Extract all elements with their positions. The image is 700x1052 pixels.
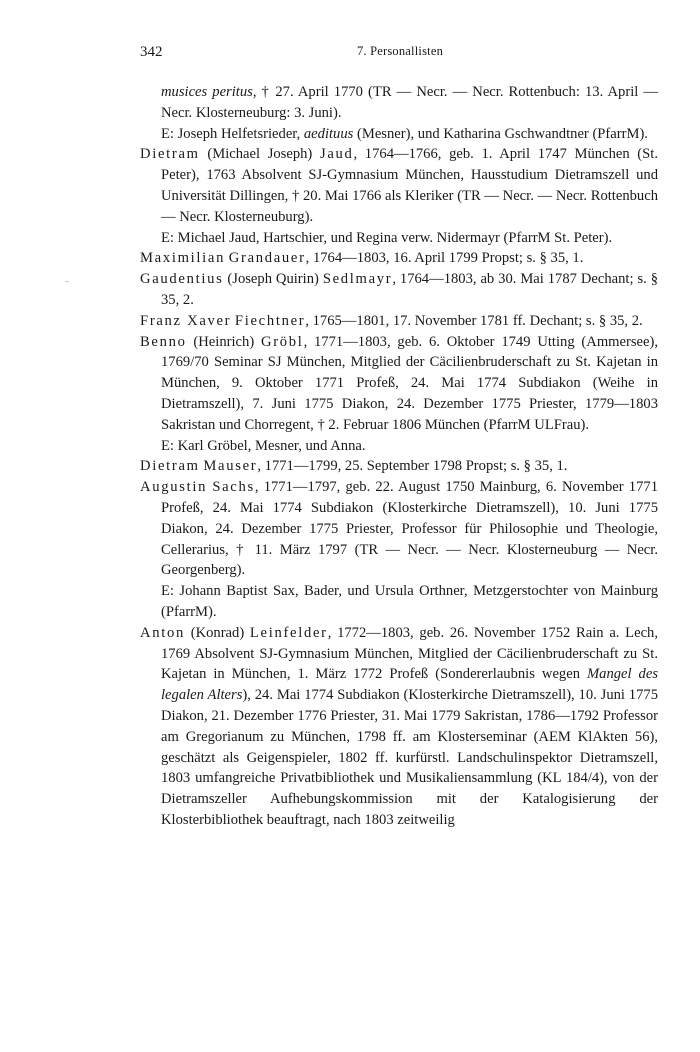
page-number: 342: [140, 44, 163, 60]
entry-text: , 1764—1803, ab 30. Mai 1787 Dechant; s. § 35, 2.: [161, 271, 659, 308]
entry-text: , 1764—1803, 16. April 1799 Propst; s. § 35, 1.: [305, 250, 584, 267]
entry-anton-leinfelder: Anton (Konrad) Leinfelder, 1772—1803, geb. 26. November 1752 Rain a. Lech, 1769 Absolvent SJ-Gymnasium München, Mitglied der Cäcilienbruderschaft zu St. Kajetan in München, 1. März 1772 Profeß (Sondererlaubnis wegen Mangel des legalen Alters), 24. Mai 1774 Subdiakon (Klosterkirche Dietramszell), 10. Juni 1775 Diakon, 21. Dezember 1776 Priester, 31. Mai 1779 Sakristan, 1786—1792 Professor am Gregorianum zu München, 1798 ff. am Klosterseminar (AEM KlAkten 56), geschätzt als Geigenspieler, 1802 ff. kurfürstl. Landschulinspektor Dietramszell, 1803 umfangreiche Privatbibliothek und Musikaliensammlung (KL 184/4), von der Dietramszeller Aufhebungskommission mit der Katalogisierung der Klosterbibliothek beauftragt, nach 1803 zeitweilig: [140, 624, 659, 828]
entry-name: Maximilian: [140, 250, 226, 267]
entry-text: , † 27. April 1770 (TR — Necr. — Necr. Rottenbuch: 13. April — Necr. Klosterneuburg: 3. Juni).: [161, 84, 658, 121]
entry-surname: Gröbl: [261, 333, 304, 350]
entry-name: Benno: [140, 333, 187, 350]
entry-surname: Sachs: [212, 479, 255, 496]
entry-dietram-mauser: [140, 456, 658, 477]
entry-surname: Jaud: [319, 146, 354, 163]
entry-text: , 1771—1799, 25. September 1798 Propst; s. § 35, 1.: [257, 458, 568, 475]
entry-parents: E: Johann Baptist Sax, Bader, und Ursula Orthner, Metzgerstochter von Mainburg (PfarrM).: [161, 583, 658, 620]
entry-surname: Grandauer: [228, 250, 306, 267]
continued-entry-parents: E: Joseph Helfetsrieder, aedituus (Mesner), und Katharina Gschwandtner (PfarrM).: [161, 125, 648, 142]
entry-surname: Fiechtner: [234, 312, 306, 329]
running-title: 7. Personallisten: [356, 44, 444, 58]
entry-text: , 1765—1801, 17. November 1781 ff. Dechant; s. § 35, 2.: [305, 312, 643, 329]
entry-benno-groebl: Benno (Heinrich) Gröbl, 1771—1803, geb. 6. Oktober 1749 Utting (Ammersee), 1769/70 Seminar SJ München, Mitglied der Cäcilienbruderschaft zu St. Kajetan in München, 9. Oktober 1771 Profeß, 24. Mai 1774 Subdiakon (Weihe in Dietramszell), 7. Juni 1775 Diakon, 24. Dezember 1775 Priester, 1779—1803 Sakristan und Chorregent, † 2. Februar 1806 München (PfarrM ULFrau).: [140, 333, 659, 433]
margin-mark: [65, 281, 69, 282]
emphasis: musices peritus: [161, 84, 253, 100]
document-body: [140, 82, 658, 831]
entry-name: Anton: [140, 624, 185, 641]
entry-gaudentius-sedlmayr: Gaudentius (Joseph Quirin) Sedlmayr, 1764—1803, ab 30. Mai 1787 Dechant; s. § 35, 2.: [140, 271, 659, 308]
entry-franz-xaver-fiechtner: [140, 311, 658, 332]
entry-surname: Leinfelder: [249, 624, 328, 641]
entry-surname: Mauser: [203, 458, 258, 475]
emphasis: aedituus: [303, 125, 354, 142]
entry-name: Gaudentius: [140, 271, 224, 288]
emphasis: Mangel des legalen Alters: [161, 666, 659, 704]
entry-augustin-sachs: [140, 477, 658, 581]
entry-name: Augustin: [140, 479, 208, 496]
entry-surname: Sedlmayr: [322, 271, 393, 288]
entry-name: Dietram: [140, 458, 200, 475]
entry-name: Dietram: [140, 146, 200, 163]
entry-text: , 1772—1803, geb. 26. November 1752 Rain a. Lech, 1769 Absolvent SJ-Gymnasium München, Mitglied der Cäcilienbruderschaft zu St. Kajetan in München, 1. März 1772 Profeß (Sondererlaubnis wegen: [161, 624, 658, 683]
entry-text: , 1771—1803, geb. 6. Oktober 1749 Utting (Ammersee), 1769/70 Seminar SJ München, Mitglied der Cäcilienbruderschaft zu St. Kajetan in München, 9. Oktober 1771 Profeß, 24. Mai 1774 Subdiakon (Weihe in Dietramszell), 7. Juni 1775 Diakon, 24. Dezember 1775 Priester, 1779—1803 Sakristan und Chorregent, † 2. Februar 1806 München (PfarrM ULFrau).: [161, 333, 659, 433]
page-header: [140, 44, 660, 64]
entry-name: Franz Xaver: [140, 312, 232, 329]
entry-dietram-jaud: Dietram (Michael Joseph) Jaud, 1764—1766, geb. 1. April 1747 München (St. Peter), 1763 Absolvent SJ-Gymnasium München, Hausstudium Dietramszell und Universität Dillingen, † 20. Mai 1766 als Kleriker (TR — Necr. — Necr. Rottenbuch — Necr. Klosterneuburg).: [140, 146, 658, 225]
entry-text: , 1771—1797, geb. 22. August 1750 Mainburg, 6. November 1771 Profeß, 24. Mai 1774 Subdiakon (Klosterkirche Dietramszell), 10. Juni 1775 Diakon, 24. Dezember 1775 Priester, Professor für Philosophie und Theologie, Cellerarius, † 11. März 1797 (TR — Necr. — Necr. Klosterneuburg — Necr. Georgenberg).: [161, 479, 658, 579]
entry-text: , 1764—1766, geb. 1. April 1747 München (St. Peter), 1763 Absolvent SJ-Gymnasium München, Hausstudium Dietramszell und Universität Dillingen, † 20. Mai 1766 als Kleriker (TR — Necr. — Necr. Rottenbuch — Necr. Klosterneuburg).: [161, 146, 658, 225]
continued-entry-text: [140, 82, 658, 124]
entry-parents: E: Michael Jaud, Hartschier, und Regina verw. Nidermayr (PfarrM St. Peter).: [161, 229, 613, 246]
entry-parents: E: Karl Gröbel, Mesner, und Anna.: [161, 437, 366, 454]
entry-maximilian-grandauer: [140, 248, 658, 269]
